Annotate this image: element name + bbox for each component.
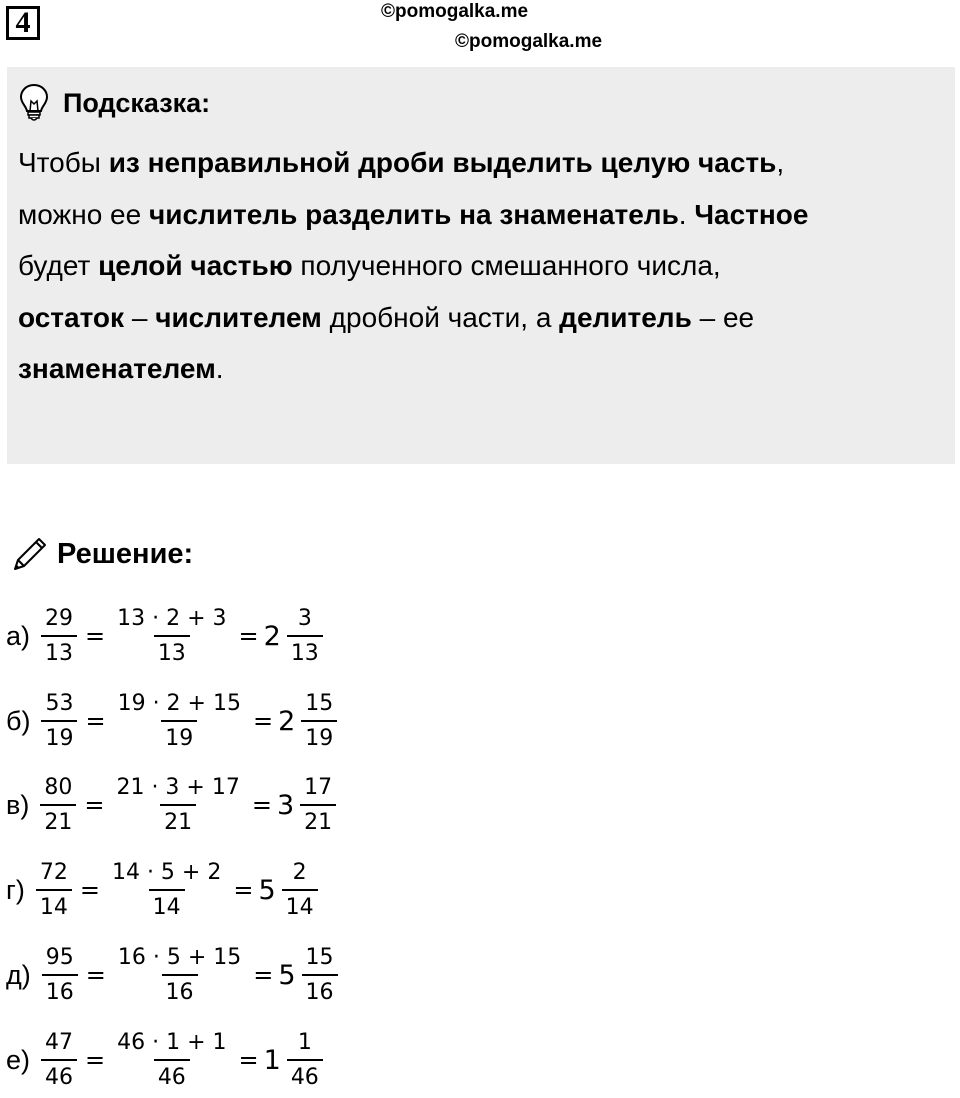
item-label: в) <box>6 789 30 820</box>
solution-row <box>6 772 339 838</box>
hint-box <box>7 67 955 464</box>
division-expression <box>112 775 243 836</box>
denominator: 19 <box>41 720 77 752</box>
hint-text-segment: – <box>124 301 156 333</box>
hint-line <box>18 240 945 292</box>
denominator: 46 <box>287 1059 323 1091</box>
denominator: 13 <box>154 635 190 667</box>
whole-part: 3 <box>276 789 295 821</box>
equals-sign: = <box>85 707 106 735</box>
equals-sign: = <box>85 961 106 989</box>
solution-header <box>9 533 193 575</box>
solution-row <box>6 857 321 923</box>
numerator: 21 · 3 + 17 <box>116 774 240 800</box>
whole-part: 5 <box>258 874 276 906</box>
hint-bold-text: знаменателем <box>18 353 216 384</box>
item-label: г) <box>6 874 25 905</box>
numerator: 47 <box>45 1029 74 1055</box>
numerator: 19 · 2 + 15 <box>117 690 241 716</box>
division-expression <box>113 606 230 667</box>
solution-title: Решение: <box>57 537 194 570</box>
numerator: 1 <box>297 1029 312 1055</box>
denominator: 46 <box>154 1059 190 1091</box>
denominator: 14 <box>149 889 185 921</box>
whole-part: 2 <box>263 620 281 652</box>
numerator: 16 · 5 + 15 <box>117 944 242 970</box>
denominator: 19 <box>161 720 197 752</box>
numerator: 29 <box>45 605 74 631</box>
numerator: 15 <box>305 690 334 716</box>
numerator: 72 <box>39 859 68 885</box>
numerator: 53 <box>45 690 74 716</box>
denominator: 13 <box>287 635 323 667</box>
equals-sign: = <box>238 1046 259 1074</box>
denominator: 21 <box>160 804 196 836</box>
fractional-part <box>287 606 323 667</box>
hint-bold-text: делитель <box>559 301 692 333</box>
fractional-part <box>282 860 318 921</box>
hint-line <box>18 292 945 344</box>
task-number: 4 <box>6 6 40 40</box>
numerator: 14 · 5 + 2 <box>111 859 222 885</box>
numerator: 80 <box>44 774 73 800</box>
hint-bold-text: остаток <box>18 301 125 333</box>
pencil-icon <box>9 533 51 575</box>
numerator: 2 <box>292 859 307 885</box>
denominator: 16 <box>42 974 78 1006</box>
fractional-part <box>302 945 338 1006</box>
equals-sign: = <box>85 622 106 650</box>
fractional-part <box>287 1030 323 1091</box>
equals-sign: = <box>253 961 274 989</box>
whole-part: 2 <box>278 705 296 737</box>
hint-text-segment: можно ее <box>18 198 149 230</box>
equals-sign: = <box>238 622 259 650</box>
numerator: 46 · 1 + 1 <box>117 1029 227 1055</box>
improper-fraction <box>41 691 77 752</box>
item-label: е) <box>6 1044 31 1075</box>
watermark: ©pomogalka.me <box>381 1 529 22</box>
hint-text-segment: – ее <box>691 301 755 333</box>
division-expression <box>114 945 245 1006</box>
numerator: 15 <box>305 944 334 970</box>
fractional-part <box>301 691 337 752</box>
lightbulb-icon <box>18 83 50 123</box>
hint-bold-text: Частное <box>694 198 809 230</box>
improper-fraction <box>41 606 77 667</box>
numerator: 13 · 2 + 3 <box>117 605 227 631</box>
hint-text-segment: , <box>776 147 785 178</box>
hint-line <box>18 189 945 241</box>
hint-text-segment: полученного смешанного числа, <box>292 250 721 281</box>
equals-sign: = <box>84 791 105 819</box>
numerator: 17 <box>304 774 333 800</box>
whole-part: 5 <box>278 959 296 991</box>
hint-bold-text: из неправильной дроби выделить целую часть <box>108 147 777 178</box>
whole-part: 1 <box>263 1044 281 1076</box>
hint-text-segment: будет <box>18 250 99 281</box>
denominator: 14 <box>36 889 72 921</box>
improper-fraction <box>36 860 72 921</box>
denominator: 21 <box>300 804 336 836</box>
item-label: д) <box>6 959 31 990</box>
improper-fraction <box>40 775 76 836</box>
item-label: б) <box>6 705 31 736</box>
fractional-part <box>300 775 336 836</box>
division-expression <box>113 1030 230 1091</box>
improper-fraction <box>41 1030 77 1091</box>
denominator: 21 <box>40 804 76 836</box>
hint-bold-text: числителем <box>155 301 322 333</box>
denominator: 19 <box>301 720 337 752</box>
hint-bold-text: числитель разделить на знаменатель <box>148 198 679 230</box>
hint-text <box>18 137 945 395</box>
equals-sign: = <box>233 876 254 904</box>
equals-sign: = <box>251 791 272 819</box>
division-expression <box>108 860 225 921</box>
denominator: 46 <box>41 1059 77 1091</box>
hint-line <box>18 137 945 189</box>
hint-title: Подсказка: <box>63 87 211 118</box>
equals-sign: = <box>79 876 100 904</box>
denominator: 16 <box>162 974 198 1006</box>
hint-line <box>18 343 945 395</box>
equals-sign: = <box>252 707 274 735</box>
hint-header <box>18 79 945 127</box>
hint-text-segment: . <box>678 198 695 230</box>
hint-bold-text: целой частью <box>98 250 293 281</box>
solution-row <box>6 942 341 1008</box>
division-expression <box>114 691 245 752</box>
improper-fraction <box>42 945 78 1006</box>
hint-text-segment: . <box>215 353 224 384</box>
solution-row <box>6 688 340 754</box>
denominator: 13 <box>41 635 77 667</box>
solution-row <box>6 1027 326 1093</box>
equals-sign: = <box>85 1046 106 1074</box>
solution-row <box>6 603 326 669</box>
denominator: 16 <box>302 974 338 1006</box>
watermark: ©pomogalka.me <box>455 31 603 52</box>
hint-text-segment: дробной части, а <box>321 301 560 333</box>
numerator: 3 <box>297 605 312 631</box>
item-label: а) <box>6 620 31 651</box>
hint-text-segment: Чтобы <box>18 147 109 178</box>
numerator: 95 <box>45 944 74 970</box>
denominator: 14 <box>282 889 318 921</box>
